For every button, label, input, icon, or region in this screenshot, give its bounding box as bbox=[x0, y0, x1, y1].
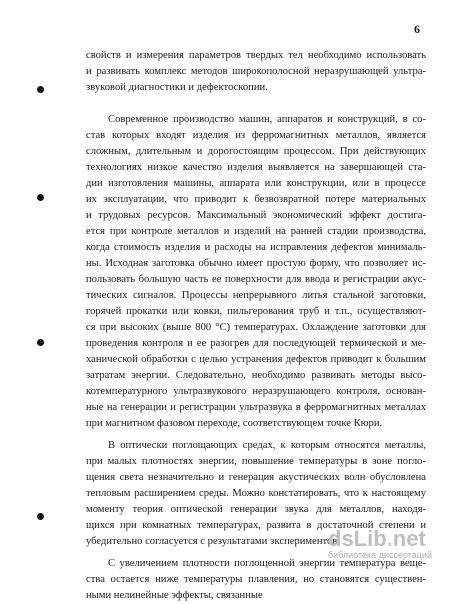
watermark-logo-main: dsLib bbox=[328, 526, 387, 551]
text-line: проведения контроля и ее разогрев для последующей термической и ме- bbox=[86, 338, 426, 349]
text-line: и трудовых ресурсов. Максимальный экономический эффект достига- bbox=[86, 210, 426, 221]
paragraph-1 bbox=[86, 48, 426, 96]
binding-hole-1 bbox=[37, 86, 44, 93]
binding-hole-4 bbox=[37, 513, 44, 520]
text-line: затратам энергии. Следовательно, необходимо развивать методы высо- bbox=[86, 370, 426, 381]
paragraph-4 bbox=[86, 556, 426, 604]
text-line: моменту теория оптической генерации звука для металлов, находя- bbox=[86, 504, 426, 515]
text-line: Современное производство машин, аппаратов и конструкций, в со- bbox=[108, 114, 426, 125]
page-number: 6 bbox=[414, 22, 420, 36]
watermark-logo-tld: net bbox=[392, 526, 426, 551]
body-text bbox=[86, 48, 426, 604]
binding-hole-2 bbox=[37, 194, 44, 201]
text-line: их эксплуатации, что приводит к безвозвратной потере материальных bbox=[86, 194, 426, 205]
watermark-subtitle: библиотека диссертаций bbox=[328, 550, 433, 560]
text-line: когда стоимость изделия и расходы на исправления дефектов минималь- bbox=[86, 242, 426, 253]
text-line: и развивать комплекс методов широкополосной неразрушающей ультра- bbox=[86, 66, 426, 77]
text-line: ные на генерации и регистрации ультразвука в ферромагнитных металлах bbox=[86, 402, 426, 413]
text-line: свойств и измерения параметров твердых тел необходимо использовать bbox=[86, 50, 426, 61]
text-line: ханической обработки с целью устранения дефектов приводит к большим bbox=[86, 354, 426, 365]
text-line: технологиях низкое качество изделия выявляется на завершающей ста- bbox=[86, 162, 426, 173]
text-line: дии изготовления машины, аппарата или конструкции, или в процессе bbox=[86, 178, 426, 189]
text-line: щения света незначительно и генерация акустических волн обусловлена bbox=[86, 472, 426, 483]
text-line: тепловым расширением среды. Можно констатировать, что к настоящему bbox=[86, 488, 426, 499]
text-line: С увеличением плотности поглощенной энергии температура веще- bbox=[108, 558, 426, 569]
text-line: при малых плотностях энергии, повышение температуры в зоне погло- bbox=[86, 456, 426, 467]
watermark-logo-dot: . bbox=[386, 526, 393, 551]
text-line: ется при контроле металлов и изделий на ранней стадии производства, bbox=[86, 226, 426, 237]
dslib-watermark bbox=[328, 528, 432, 560]
paragraph-2 bbox=[86, 112, 426, 432]
text-line: тических сигналов. Процессы непрерывного литья стальной заготовки, bbox=[86, 290, 426, 301]
text-line: ными нелинейные эффекты, связанные bbox=[86, 590, 263, 601]
text-line: ся при высоких (выше 800 °С) температурах. Охлаждение заготовки для bbox=[86, 322, 426, 333]
text-line: котемпературного ультразвукового неразрушающего контроля, основан- bbox=[86, 386, 426, 397]
text-line: В оптически поглощающих средах, к которым относятся металлы, bbox=[108, 440, 426, 451]
text-line: сложным, длительным и дорогостоящим процессом. При действующих bbox=[86, 146, 426, 157]
watermark-logo bbox=[328, 528, 432, 550]
text-line: при магнитном фазовом переходе, соответствующем точке Кюри. bbox=[86, 418, 383, 429]
text-line: щихся при комнатных температурах, развита в достаточной степени и bbox=[86, 520, 426, 531]
text-line: убедительно согласуется с результатами экспериментов. bbox=[86, 536, 340, 547]
text-line: звуковой диагностики и дефектоскопии. bbox=[86, 82, 268, 93]
text-line: став которых входят изделия из ферромагнитных металлов, является bbox=[86, 130, 426, 141]
text-line: горячей прокатки или ковки, пильгерования труб и т.п., осуществляют- bbox=[86, 306, 426, 317]
text-line: ства остается ниже температуры плавления, но становятся существен- bbox=[86, 574, 426, 585]
binding-hole-3 bbox=[37, 339, 44, 346]
text-line: пользовать большую часть ее поверхности для ввода и регистрации акус- bbox=[86, 274, 426, 285]
text-line: ны. Исходная заготовка обычно имеет простую форму, что позволяет ис- bbox=[86, 258, 426, 269]
